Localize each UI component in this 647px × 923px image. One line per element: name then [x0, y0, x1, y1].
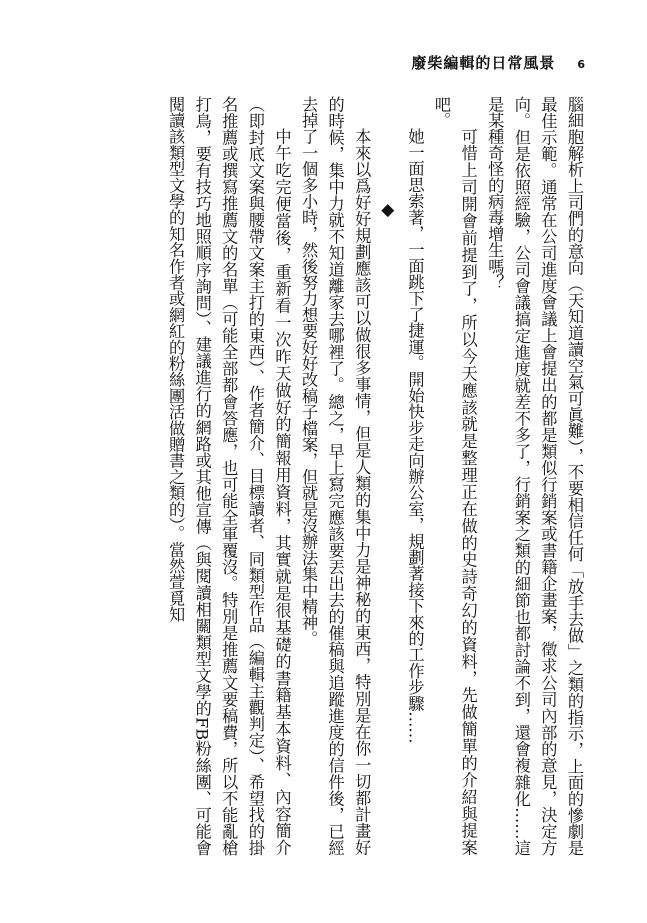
page-number: 6 [577, 58, 585, 71]
paragraph: 可惜上司開會前提到了，所以今天應該就是整理正在做的史詩奇幻的資料，先做簡單的介紹與提案吧。 [432, 96, 478, 856]
paragraph: 她一面思索著，一面跳下了捷運。開始快步走向辦公室，規劃著接下來的工作步驟…… [405, 128, 425, 744]
section-break-diamond: ◆ [377, 200, 398, 220]
running-header-title: 廢柴編輯的日常風景 [411, 54, 556, 72]
paragraph: 中午吃完便當後，重新看一次昨天做好的簡報用資料，其實就是很基礎的書籍基本資料、內容簡介（即封底文案與腰帶文案主打的東西）、作者簡介、目標讀者、同類型作品（編輯主觀判定）、希望找的掛名推薦或撰寫推薦文的名單（可能全部都會答應，也可能全軍覆沒。特別是推薦文要稿費，所以不能亂槍打鳥，要有技巧地照順序詢問）、建議進行的網路或其他宣傳（與閱讀相關類型文學的FB粉絲團、可能會閱讀該類型文學的知名作者或網紅的粉絲團活做贈書之類的）。當然萱覓知 [166, 96, 292, 856]
running-header [411, 52, 585, 73]
paragraph: 本來以爲好好規劃應該可以做很多事情，但是人類的集中力是神秘的東西，特別是在你一切都計畫好的時候，集中力就不知道離家去哪裡了。總之，早上寫完應該要丟出去的催稿與追蹤進度的信件後，已經去掉了一個多小時，然後努力想要好好改稿子檔案，但就是沒辦法集中精神。 [299, 96, 372, 856]
paragraph: 腦細胞解析上司們的意向（天知道讀空氣可眞難），不要相信任何「放手去做」之類的指示，上面的慘劇是最佳示範。通常在公司進度會議上會提出的都是類似行銷案或書籍企畫案，徵求公司內部的意見，決定方向。但是依照經驗，公司會議搞定進度就差不多了，行銷案之類的細節也都討論不到，還會複雜化……這是某種奇怪的病毒增生嗎？ [485, 96, 584, 856]
vertical-body-text [47, 96, 587, 856]
